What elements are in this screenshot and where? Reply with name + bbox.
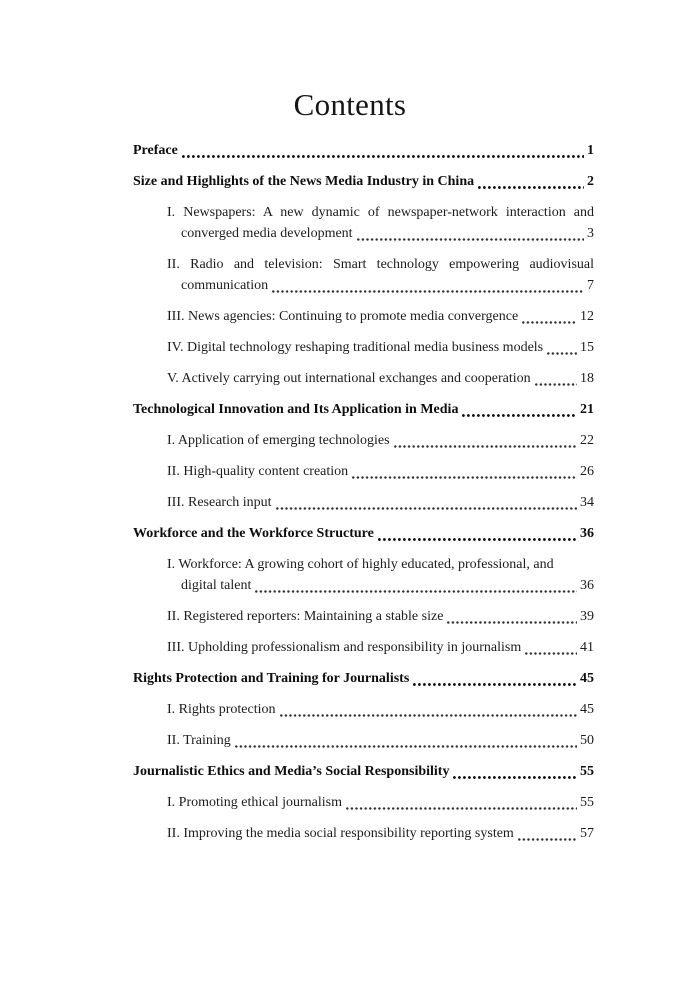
dot-leader xyxy=(518,838,577,841)
toc-entry-row xyxy=(133,140,594,161)
toc-entry-row xyxy=(167,306,594,327)
page-number: 22 xyxy=(580,433,594,448)
entry-text: Workforce and the Workforce Structure xyxy=(133,526,374,541)
page-number: 2 xyxy=(587,174,594,189)
page-number: 12 xyxy=(580,309,594,324)
page-number: 1 xyxy=(587,143,594,158)
toc-entry-row xyxy=(167,461,594,482)
dot-leader xyxy=(535,383,577,386)
toc-entry-sub xyxy=(133,792,594,813)
page-number: 36 xyxy=(580,578,594,593)
toc-entry-row xyxy=(133,668,594,689)
page-number: 55 xyxy=(580,795,594,810)
dot-leader xyxy=(522,321,577,324)
dot-leader xyxy=(413,683,577,686)
toc-entry-sub xyxy=(133,823,594,844)
entry-text: II. Registered reporters: Maintaining a stable size xyxy=(167,609,444,624)
dot-leader xyxy=(255,590,577,593)
dot-leader xyxy=(182,155,584,158)
entry-text: I. Promoting ethical journalism xyxy=(167,795,342,810)
toc-entry-sub xyxy=(133,699,594,720)
dot-leader xyxy=(525,652,577,655)
page-number: 57 xyxy=(580,826,594,841)
toc-entry-row xyxy=(181,275,594,296)
page-number: 45 xyxy=(580,702,594,717)
page-number: 15 xyxy=(580,340,594,355)
toc-entry-row xyxy=(167,823,594,844)
page-number: 21 xyxy=(580,402,594,417)
dot-leader xyxy=(447,621,577,624)
toc-entry-chapter xyxy=(133,171,594,192)
toc-entry-chapter xyxy=(133,668,594,689)
dot-leader xyxy=(462,414,577,417)
entry-text: IV. Digital technology reshaping traditional media business models xyxy=(167,340,544,355)
page-number: 36 xyxy=(580,526,594,541)
toc-entry-chapter xyxy=(133,399,594,420)
entry-text: digital talent xyxy=(181,578,252,593)
toc-entry-row xyxy=(133,171,594,192)
toc-entry-sub xyxy=(133,254,594,296)
page-number: 45 xyxy=(580,671,594,686)
entry-text: I. Rights protection xyxy=(167,702,276,717)
toc-entry-sub xyxy=(133,306,594,327)
page-number: 18 xyxy=(580,371,594,386)
toc-entry-sub xyxy=(133,637,594,658)
toc-entry-row xyxy=(167,337,594,358)
toc-entry-row xyxy=(167,792,594,813)
toc-entry-chapter xyxy=(133,523,594,544)
toc-entry-sub xyxy=(133,554,594,596)
dot-leader xyxy=(352,476,577,479)
toc-entry-row xyxy=(167,730,594,751)
toc-entry-row xyxy=(167,492,594,513)
entry-text: Size and Highlights of the News Media Industry in China xyxy=(133,174,475,189)
toc-entry-sub xyxy=(133,492,594,513)
page-number: 55 xyxy=(580,764,594,779)
toc-entry-row xyxy=(181,575,594,596)
toc-entry-row xyxy=(167,368,594,389)
entry-text: III. Upholding professionalism and responsibility in journalism xyxy=(167,640,522,655)
entry-text: I. Application of emerging technologies xyxy=(167,433,390,448)
entry-text-line1: I. Newspapers: A new dynamic of newspaper-network interaction and xyxy=(167,205,594,220)
page-number: 50 xyxy=(580,733,594,748)
entry-text: II. Improving the media social responsibility reporting system xyxy=(167,826,514,841)
toc-entry-chapter xyxy=(133,140,594,161)
toc-entry-row xyxy=(133,761,594,782)
toc-entry-sub xyxy=(133,606,594,627)
dot-leader xyxy=(453,776,577,779)
entry-text: II. Training xyxy=(167,733,231,748)
entry-text: Technological Innovation and Its Application in Media xyxy=(133,402,459,417)
toc-entry-sub xyxy=(133,368,594,389)
toc-entry-sub xyxy=(133,430,594,451)
dot-leader xyxy=(235,745,577,748)
dot-leader xyxy=(272,290,584,293)
toc-entry-row xyxy=(167,699,594,720)
entry-text: V. Actively carrying out international exchanges and cooperation xyxy=(167,371,531,386)
entry-text: II. High-quality content creation xyxy=(167,464,349,479)
page-number: 7 xyxy=(587,278,594,293)
dot-leader xyxy=(394,445,577,448)
entry-text-line1: II. Radio and television: Smart technology empowering audiovisual xyxy=(167,257,594,272)
entry-text: Journalistic Ethics and Media’s Social Responsibility xyxy=(133,764,450,779)
toc-entry-sub xyxy=(133,461,594,482)
toc-entry-sub xyxy=(133,337,594,358)
entry-text: converged media development xyxy=(181,226,353,241)
entry-text: Preface xyxy=(133,143,178,158)
toc-entry-row xyxy=(133,399,594,420)
toc-entry-row xyxy=(181,223,594,244)
entry-text: communication xyxy=(181,278,269,293)
page-number: 39 xyxy=(580,609,594,624)
table-of-contents xyxy=(133,140,594,844)
toc-entry-sub xyxy=(133,730,594,751)
toc-entry-row xyxy=(133,523,594,544)
toc-entry-chapter xyxy=(133,761,594,782)
dot-leader xyxy=(276,507,577,510)
dot-leader xyxy=(357,238,584,241)
toc-entry-sub xyxy=(133,202,594,244)
dot-leader xyxy=(378,538,577,541)
dot-leader xyxy=(280,714,578,717)
dot-leader xyxy=(346,807,577,810)
page-number: 41 xyxy=(580,640,594,655)
toc-entry-row xyxy=(167,606,594,627)
toc-entry-row xyxy=(167,430,594,451)
page-title: Contents xyxy=(293,87,407,122)
dot-leader xyxy=(547,352,577,355)
page-number: 3 xyxy=(587,226,594,241)
entry-text: III. Research input xyxy=(167,495,272,510)
page-number: 34 xyxy=(580,495,594,510)
entry-text: III. News agencies: Continuing to promote media convergence xyxy=(167,309,519,324)
toc-entry-row xyxy=(167,637,594,658)
entry-text: Rights Protection and Training for Journalists xyxy=(133,671,410,686)
dot-leader xyxy=(478,186,584,189)
entry-text-line1: I. Workforce: A growing cohort of highly educated, professional, and xyxy=(167,557,554,572)
page-number: 26 xyxy=(580,464,594,479)
